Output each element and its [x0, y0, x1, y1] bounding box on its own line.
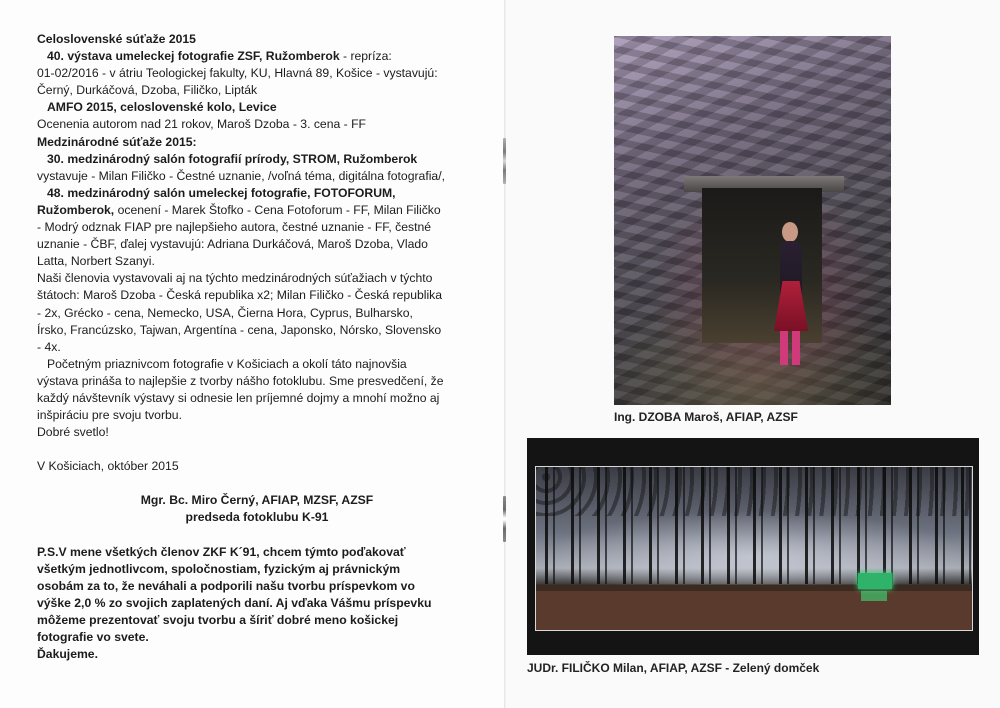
- spacer: [37, 475, 477, 492]
- paragraph-amfo: AMFO 2015, celoslovenské kolo, Levice: [47, 100, 277, 115]
- text-line: výstava prináša to najlepšie z tvorby nášho fotoklubu. Sme presvedčení, že: [37, 373, 444, 388]
- text-line: Ocenenia autorom nad 21 rokov, Maroš Dzoba - 3. cena - FF: [37, 117, 366, 132]
- caption-photo-2: JUDr. FILIČKO Milan, AFIAP, AZSF - Zelený domček: [527, 661, 820, 675]
- ps-line: fotografie vo svete.: [37, 630, 149, 644]
- closing-greeting: Dobré svetlo!: [37, 425, 109, 440]
- heading-national: Celoslovenské súťaže 2015: [37, 32, 196, 46]
- ps-line: všetkým jednotlivcom, spoločnostiam, fyzickým aj právnickým: [37, 561, 401, 576]
- photo-figure-legs: [780, 331, 800, 365]
- photo-green-house: [858, 573, 892, 589]
- spacer: [37, 527, 477, 544]
- signature-name: Mgr. Bc. Miro Černý, AFIAP, MZSF, AZSF: [140, 493, 374, 508]
- ps-thanks: Ďakujeme.: [37, 647, 98, 662]
- text-line: inšpiráciu pre svoju tvorbu.: [37, 408, 182, 423]
- text-line: každý návštevník výstavy si odnesie len príjemné dojmy a mnohí možno aj: [37, 390, 440, 405]
- text-line: Naši členovia vystavovali aj na týchto medzinárodných súťažiach v týchto: [37, 271, 433, 286]
- ps-line: výške 2,0 % zo svojich zaplatených daní. Aj vďaka Vášmu príspevku: [37, 595, 432, 610]
- page-fold: [504, 0, 506, 708]
- text-line: Černý, Durkáčová, Dzoba, Filičko, Lipták: [37, 83, 258, 98]
- photo-canopy: [536, 467, 972, 516]
- photo-frame-panorama: [527, 438, 979, 655]
- photo-figure-head: [782, 222, 798, 242]
- ps-line: môžeme prezentovať svoju tvorbu a šíriť dobré meno košickej: [37, 612, 399, 627]
- heading-international: Medzinárodné súťaže 2015:: [37, 134, 197, 149]
- text-line: vystavuje - Milan Filičko - Čestné uznanie, /voľná téma, digitálna fotografia/,: [37, 168, 445, 183]
- staple-top: [503, 138, 506, 184]
- photo-girl-stone-doorway: [614, 36, 891, 405]
- signature-role: predseda fotoklubu K-91: [185, 510, 329, 525]
- photo-house-reflection: [861, 591, 887, 601]
- photo-trees-green-house: [535, 466, 973, 631]
- text-line: Ružomberok, ocenení - Marek Štofko - Cena Fotoforum - FF, Milan Filičko: [37, 202, 441, 217]
- text-line: - 2x, Grécko - cena, Nemecko, USA, Čierna Hora, Cyprus, Bulharsko,: [37, 305, 413, 320]
- caption-photo-1: Ing. DZOBA Maroš, AFIAP, AZSF: [614, 410, 798, 424]
- paragraph-fotoforum: 48. medzinárodný salón umeleckej fotografie, FOTOFORUM,: [47, 185, 396, 200]
- article-text: [37, 31, 477, 663]
- text-line: Početným priaznivcom fotografie v Košiciach a okolí táto najnovšia: [47, 356, 407, 371]
- text-line: Latta, Norbert Szanyi.: [37, 254, 155, 269]
- staple-bottom: [503, 496, 506, 542]
- paragraph-strom: 30. medzinárodný salón fotografií prírody, STROM, Ružomberok: [47, 151, 418, 166]
- spacer: [37, 441, 477, 458]
- text-line: 01-02/2016 - v átriu Teologickej fakulty, KU, Hlavná 89, Košice - vystavujú:: [37, 66, 438, 81]
- text-line: - Modrý odznak FIAP pre najlepšieho autora, čestné uznanie - FF, čestné: [37, 220, 432, 235]
- text-line: štátoch: Maroš Dzoba - Česká republika x2; Milan Filičko - Česká republika: [37, 288, 443, 303]
- ps-line: osobám za to, že neváhali a podporili našu tvorbu príspevkom vo: [37, 578, 415, 593]
- text-line: Írsko, Francúzsko, Tajwan, Argentína - cena, Japonsko, Nórsko, Slovensko: [37, 322, 442, 337]
- place-date: V Košiciach, október 2015: [37, 459, 179, 474]
- paragraph-exhibition-zsf: 40. výstava umeleckej fotografie ZSF, Ružomberok - repríza:: [47, 49, 392, 64]
- ps-line: P.S.V mene všetkých členov ZKF K´91, chcem týmto poďakovať: [37, 544, 406, 559]
- text-line: uznanie - ČBF, ďalej vystavujú: Adriana Durkáčová, Maroš Dzoba, Vlado: [37, 237, 428, 252]
- text-line: - 4x.: [37, 339, 61, 354]
